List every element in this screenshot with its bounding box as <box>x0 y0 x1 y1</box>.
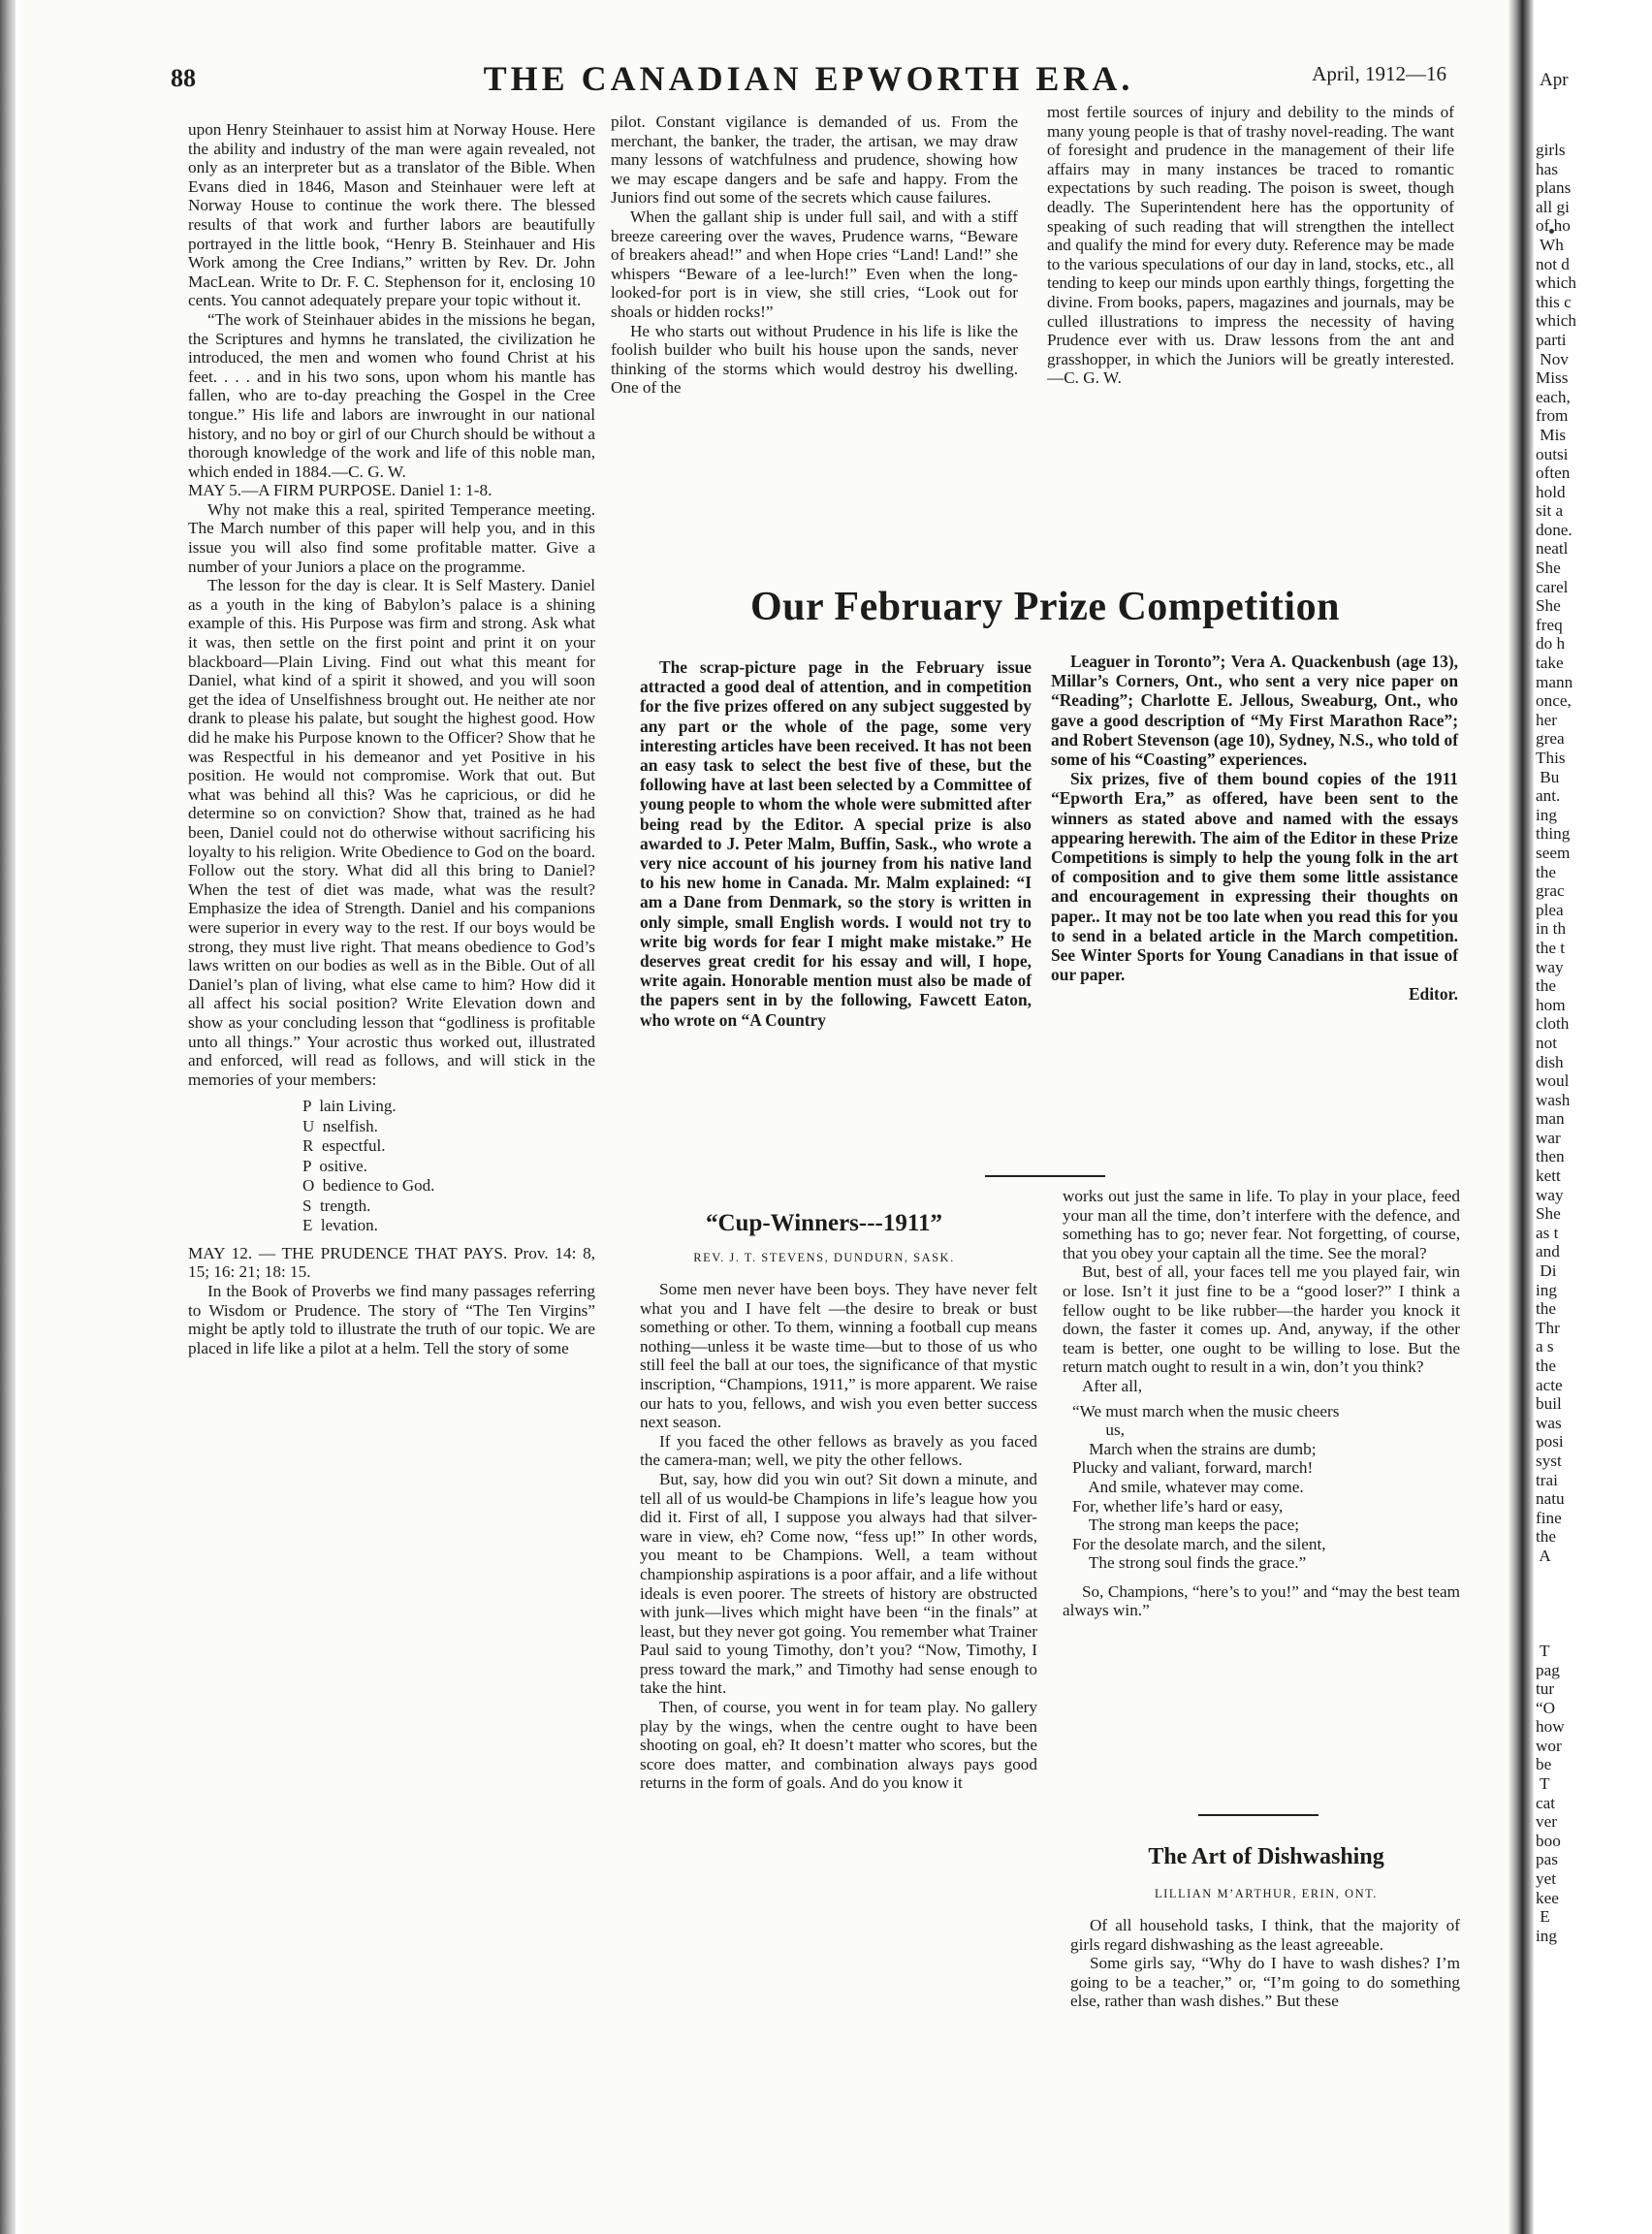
paragraph: After all, <box>1082 1376 1143 1395</box>
cup-winners-headline: “Cup-Winners---1911” <box>705 1210 942 1236</box>
book-gutter <box>1509 0 1534 2234</box>
acrostic-line: R espectful. <box>302 1136 386 1156</box>
next-page-column-fragment: girls has plans all gi of ho Wh not d which this c which parti Nov Miss each, from Mis outsi often hold sit a done. neatl She carel She freq do h take mann once, her grea This Bu ant. ing thing seem the grac plea in th the t way the hom cloth not dish woul wash man war then kett way She as t and Di ing the Thr a s the acte buil was posi syst trai natu fine the A T pag tur “O how wor be T cat ver boo pas yet kee E ing <box>1536 141 1577 1945</box>
editor-signature: Editor. <box>1408 984 1458 1005</box>
column-3-top <box>1047 103 1454 563</box>
acrostic-line: U nselfish. <box>302 1116 378 1135</box>
poem-line: The strong soul finds the grace.” <box>1072 1553 1307 1573</box>
page-header <box>171 56 1446 107</box>
cup-winners-column-right <box>1063 1187 1460 1773</box>
poem-line: For the desolate march, and the silent, <box>1072 1534 1326 1553</box>
acrostic-line: O bedience to God. <box>302 1176 435 1196</box>
paragraph: The scrap-picture page in the February issue attracted a good deal of attention, and in competition for the five prizes offered on any subject suggested by any part or the whole of the page, some very interesting articles have been received. It has not been an easy task to select the best five of these, but the following have at last been selected by a Committee of young people to whom the whole were submitted after being read by the Editor. A special prize is also awarded to J. Peter Malm, Buffin, Sask., who wrote a very nice account of his journey from his native land to his new home in Canada. Mr. Malm explained: “I am a Dane from Denmark, so the story is written in only simple, small English words. I would not try to write big words for fear I might make mistake.” He deserves great credit for his essay and will, I hope, write again. Honorable mention must also be made of the papers sent in by the following, Fawcett Eaton, who wrote on “A Country <box>640 657 1032 1030</box>
poem <box>1072 1402 1460 1573</box>
poem-line: And smile, whatever may come. <box>1072 1477 1304 1496</box>
paragraph: Then, of course, you went in for team play. No gallery play by the wings, when the centre ought to have been shooting on goal, eh? It doesn’t matter who scores, but the score does matter, and combination always pays good returns in the form of goals. And do you know it <box>640 1698 1037 1793</box>
paragraph: Leaguer in Toronto”; Vera A. Quackenbush (age 13), Millar’s Corners, Ont., who sent a very nice paper on “Reading”; Charlotte E. Jellous, Sweaburg, Ont., who gave a good description of “My First Marathon Race”; and Robert Stevenson (age 10), Sydney, N.S., who told of some of his “Coasting” experiences. <box>1051 652 1458 770</box>
magazine-title: THE CANADIAN EPWORTH ERA. <box>483 59 1134 98</box>
divider-rule <box>1198 1814 1318 1816</box>
dishwashing-column <box>1070 1916 1460 2061</box>
issue-date: April, 1912—16 <box>1312 62 1446 85</box>
dishwashing-headline: The Art of Dishwashing <box>1148 1844 1384 1869</box>
paragraph: If you faced the other fellows as bravely as you faced the camera-man; well, we pity the other fellows. <box>640 1431 1037 1470</box>
paragraph: Why not make this a real, spirited Temperance meeting. The March number of this paper will help you, and in this issue you will also find some profitable matter. Give a number of your Juniors a place on the programme. <box>188 499 595 576</box>
page-number: 88 <box>171 64 196 92</box>
paragraph: Six prizes, five of them bound copies of the 1911 “Epworth Era,” as offered, have been sent to the winners as stated above and named with the essays appearing herewith. The aim of the Editor in these Prize Competitions is simply to help the young folk in the art of composition and to give them some little assistance and encouragement in expressing their thoughts on paper.. It may not be too late when you read this for you to send in a belated article in the March competition. See Winter Sports for Young Canadians in that issue of our paper. <box>1051 769 1458 985</box>
paragraph: He who starts out without Prudence in his life is like the foolish builder who built his house upon the sands, never thinking of the storms which would destroy his dwelling. One of the <box>611 321 1018 398</box>
column-2-top <box>611 112 1018 563</box>
acrostic-line: S trength. <box>302 1196 371 1215</box>
competition-headline: Our February Prize Competition <box>750 585 1340 629</box>
paragraph: “The work of Steinhauer abides in the missions he began, the Scriptures and hymns he translated, the civilization he introduced, the men and women who found Christ at his feet. . . . and in his two sons, upon whom his mantle has fallen, who are to-day preaching the Gospel in the Cree tongue.” His life and labors are inwrought in our national history, and no boy or girl of our Church should be without a thorough knowledge of the work and life of this noble man, which ended in 1884.—C. G. W. <box>188 309 595 481</box>
next-page-header-fragment: Apr <box>1540 70 1569 90</box>
paragraph: Some girls say, “Why do I have to wash dishes? I’m going to be a teacher,” or, “I’m going to do something else, rather than wash dishes.” But these <box>1070 1954 1460 2011</box>
poem-line: “We must march when the music cheers <box>1072 1401 1340 1420</box>
acrostic-line: E levation. <box>302 1216 378 1235</box>
paragraph: In the Book of Proverbs we find many passages referring to Wisdom or Prudence. The story of “The Ten Virgins” might be aptly told to illustrate the truth of our topic. We are placed in life like a pilot at a helm. Tell the story of some <box>188 1281 595 1357</box>
paragraph: most fertile sources of injury and debility to the minds of many young people is that of trashy novel-reading. The want of foresight and prudence in the management of their life affairs may in many instances be traced to romantic expectations by such reading. The poison is sweet, though deadly. The Superintendent here has the opportunity of speaking of such reading that will strengthen the intellect and qualify the mind for every duty. Reference may be made to the various speculations of our day in land, stocks, etc., all tending to keep our minds upon earthly things, forgetting the divine. From books, papers, magazines and journals, may be culled illustrations to impress the necessity of having Prudence ever with us. Draw lessons from the ant and grasshopper, in which the Juniors will be greatly interested.—C. G. W. <box>1047 103 1454 388</box>
cup-winners-column-left <box>640 1280 1037 2162</box>
acrostic-line: P lain Living. <box>302 1097 397 1116</box>
lesson-heading-may-12: MAY 12. — THE PRUDENCE THAT PAYS. Prov. 14: 8, 15; 16: 21; 18: 15. <box>188 1243 595 1282</box>
paragraph: pilot. Constant vigilance is demanded of us. From the merchant, the banker, the trader, the artisan, we may draw many lessons of watchfulness and prudence, showing how we may escape dangers and be safe and happy. From the Juniors find out some of the secrets which cause failures. <box>611 112 1018 207</box>
paragraph: The lesson for the day is clear. It is Self Mastery. Daniel as a youth in the king of Babylon’s palace is a shining example of this. His Purpose was firm and strong. Ask what it was, then settle on the first point and print it on your blackboard—Plain Living. Find out what this meant for Daniel, what kind of a spirit it showed, and you will soon get the idea of Unselfishness brought out. He neither ate nor drank to please his palate, but sought the highest good. How did he make his Purpose known to the Officer? Show that he was Respectful in his demeanor and yet Positive in his position. He would not compromise. Work that out. But what was behind all this? Was he capricious, or did he determine so on conviction? Show that, trained as he had been, Daniel could not do otherwise without sacrificing his loyalty to his religion. Write Obedience to God on the board. Follow out the story. What did all this bring to Daniel? When the test of diet was made, what was the result? Emphasize the idea of Strength. Daniel and his companions were superior in every way to the rest. If our boys would be strong, they must live right. That means obedience to God’s laws written on our bodies as well as in the Bible. Out of all Daniel’s plan of living, what else came to him? How did it all affect his social position? Write Elevation down and show as your concluding lesson that “godliness is profitable unto all things.” Your acrostic thus worked out, illustrated and enforced, will read as follows, and will stick in the memories of your members: <box>188 576 595 1089</box>
paragraph: But, best of all, your faces tell me you played fair, win or lose. Isn’t it just fine to be a “good loser?” I think a fellow ought to be like rubber—the harder you knock it down, the faster it comes up. And, anyway, if the other team is better, one ought to be willing to lose. But the return match ought to result in a win, don’t you think? <box>1063 1262 1460 1377</box>
paragraph: works out just the same in life. To play in your place, feed your man all the time, don’t interfere with the defence, and something has to go; never fear. Not forgetting, of course, that you obey your captain all the time. See the moral? <box>1063 1187 1460 1262</box>
poem-line: March when the strains are dumb; <box>1072 1439 1317 1458</box>
paragraph: When the gallant ship is under full sail, and with a stiff breeze careering over the waves, Prudence warns, “Beware of breakers ahead!” and when Hope cries “Land! Land!” she whispers “Beware of a lee-lurch!” Even when the long-looked-for port is in view, she still cries, “Look out for shoals or hidden rocks!” <box>611 207 1018 321</box>
paragraph: upon Henry Steinhauer to assist him at Norway House. Here the ability and industry of the man were again revealed, not only as an interpreter but as a translator of the Bible. When Evans died in 1846, Mason and Steinhauer were left at Norway House to continue the work there. The blessed results of that work and further labors are beautifully portrayed in the little book, “Henry B. Steinhauer and His Work among the Cree Indians,” written by Rev. Dr. John MacLean. Write to Dr. F. C. Stephenson for it, enclosing 10 cents. You cannot adequately prepare your topic without it. <box>188 120 595 310</box>
acrostic-list <box>302 1097 595 1236</box>
paragraph: But, say, how did you win out? Sit down a minute, and tell all of us would-be Champions in life’s league how you did it. First of all, I suppose you always had that silver-ware in view, eh? Come now, “fess up!” In other words, you meant to be Champions. Well, a team without championship aspirations is a poor affair, and a life without ideals is even poorer. The streets of history are obstructed with junk—lives which might have been “in the finals” at least, but they never got going. You remember what Trainer Paul said to young Timothy, don’t you? “Now, Timothy, I press toward the mark,” and Timothy had sense enough to take the hint. <box>640 1469 1037 1698</box>
cup-winners-byline: REV. J. T. STEVENS, DUNDURN, SASK. <box>693 1251 955 1264</box>
scan-shadow-left <box>0 0 16 2234</box>
poem-line: us, <box>1072 1420 1125 1440</box>
column-1 <box>188 120 595 2127</box>
competition-left-column <box>640 657 1032 1152</box>
divider-rule <box>985 1175 1105 1177</box>
paragraph: Of all household tasks, I think, that the majority of girls regard dishwashing as the least agreeable. <box>1070 1916 1460 1954</box>
competition-right-column <box>1051 652 1458 1152</box>
poem-line: For, whether life’s hard or easy, <box>1072 1496 1284 1516</box>
poem-line: Plucky and valiant, forward, march! <box>1072 1458 1314 1478</box>
paragraph: So, Champions, “here’s to you!” and “may the best team always win.” <box>1063 1581 1460 1620</box>
lesson-heading-may-5: MAY 5.—A FIRM PURPOSE. Daniel 1: 1-8. <box>188 481 492 500</box>
acrostic-line: P ositive. <box>302 1156 367 1175</box>
poem-line: The strong man keeps the pace; <box>1072 1516 1300 1535</box>
paragraph: Some men never have been boys. They have never felt what you and I have felt —the desire to break or bust something or other. To them, winning a football cup means nothing—unless it be waste time—but to those of us who still feel the ball at our toes, the significance of that mystic inscription, “Champions, 1911,” is more apparent. We raise our hats to you, fellows, and wish you even better success next season. <box>640 1280 1037 1432</box>
dishwashing-byline: LILLIAN M’ARTHUR, ERIN, ONT. <box>1155 1887 1378 1900</box>
